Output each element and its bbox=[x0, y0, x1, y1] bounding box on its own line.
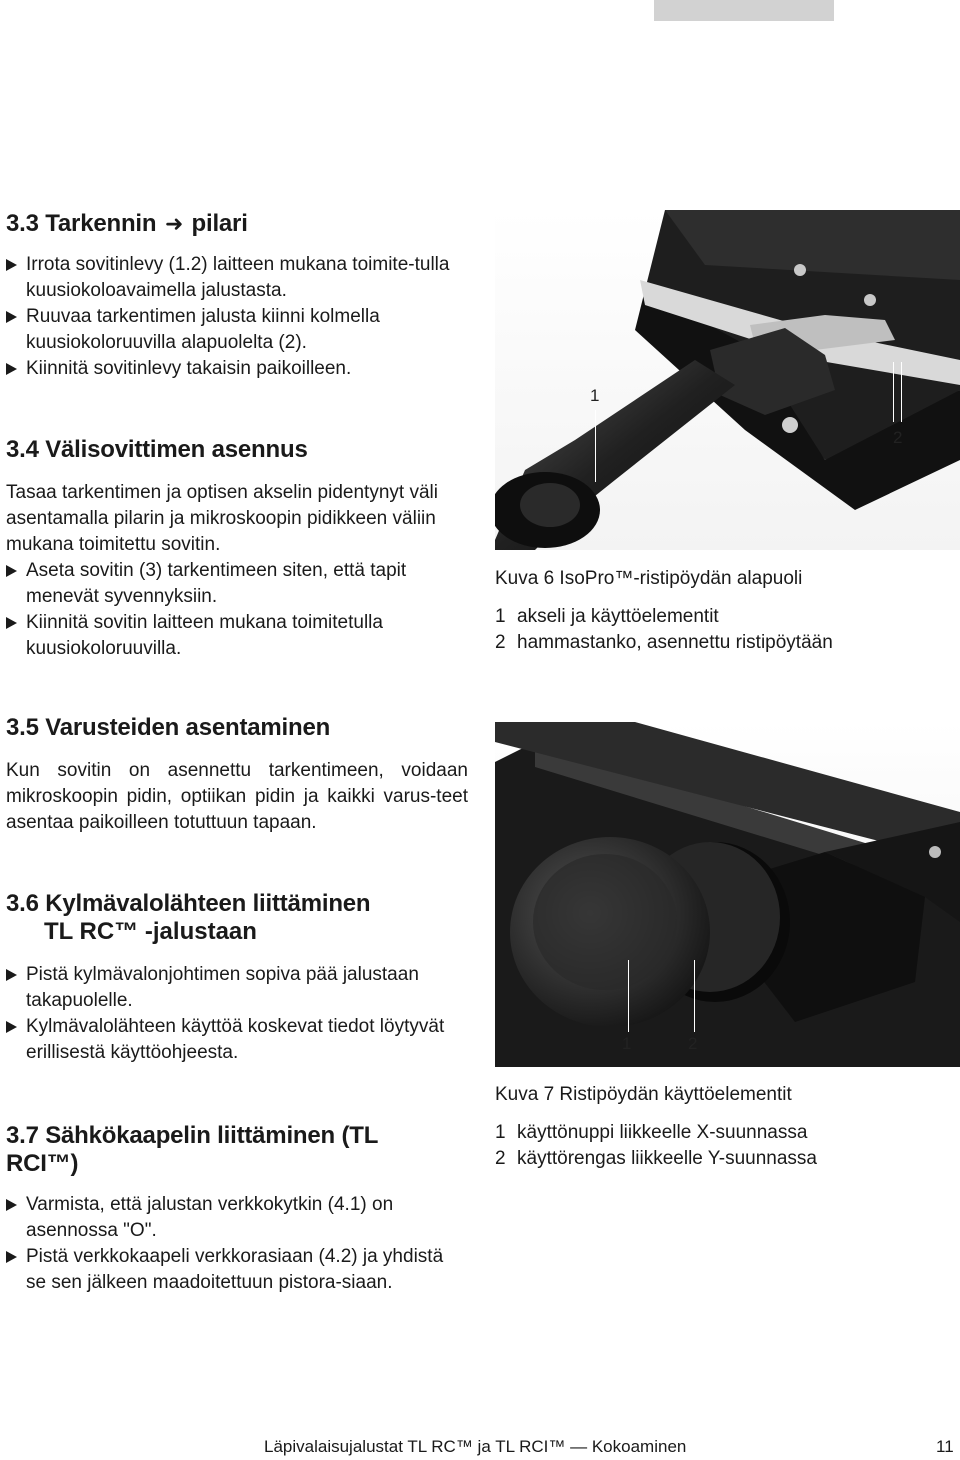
arrow-icon: ➜ bbox=[164, 211, 184, 236]
callout-1-leader-line bbox=[628, 960, 629, 1032]
list-item-text: Ruuvaa tarkentimen jalusta kiinni kolmella kuusiokoloruuvilla alapuolelta (2). bbox=[26, 306, 380, 353]
figure-7-callout-1: 1 bbox=[622, 1034, 632, 1053]
bullet-triangle-icon bbox=[6, 1199, 17, 1211]
legend-text: käyttörengas liikkeelle Y-suunnassa bbox=[517, 1148, 817, 1169]
figure-6-photo bbox=[495, 210, 960, 550]
page-corner-tab bbox=[654, 0, 834, 21]
callout-2-leader-line bbox=[893, 362, 894, 422]
list-item-text: Irrota sovitinlevy (1.2) laitteen mukana toimite-tulla kuusiokoloavaimella jalustasta. bbox=[26, 254, 450, 301]
section-3-4 bbox=[6, 436, 476, 662]
list-item bbox=[6, 1014, 476, 1066]
section-3-3-title bbox=[6, 210, 476, 238]
section-3-4-steps bbox=[6, 558, 476, 662]
figure-7-legend-item bbox=[495, 1120, 935, 1146]
page-number: 11 bbox=[936, 1437, 954, 1456]
section-3-7 bbox=[6, 1122, 456, 1296]
legend-number: 2 bbox=[495, 1148, 506, 1169]
section-3-6-subtitle: TL RC™ -jalustaan bbox=[44, 918, 257, 945]
section-3-5-title: 3.5 Varusteiden asentaminen bbox=[6, 714, 331, 741]
callout-2-leader-line bbox=[694, 960, 695, 1032]
cross-stage-controls-image bbox=[495, 722, 960, 1067]
section-3-6-title: 3.6 Kylmävalolähteen liittäminen bbox=[6, 890, 371, 917]
section-3-5 bbox=[6, 714, 468, 836]
section-3-4-paragraph: Tasaa tarkentimen ja optisen akselin pidentynyt väli asentamalla pilarin ja mikroskoopin pidikkeen väliin mukana toimitettu sovitin. bbox=[6, 482, 438, 555]
figure-7-callout-2: 2 bbox=[688, 1034, 698, 1053]
bullet-triangle-icon bbox=[6, 617, 17, 629]
section-3-5-paragraph: Kun sovitin on asennettu tarkentimeen, voidaan mikroskoopin pidin, optiikan pidin ja kaikki varus-teet asentaa paikoilleen totuttuun tapaan. bbox=[6, 760, 468, 833]
section-3-3-title-part1: 3.3 Tarkennin bbox=[6, 210, 157, 237]
section-3-3 bbox=[6, 210, 476, 382]
figure-6-callout-1: 1 bbox=[590, 386, 600, 405]
bullet-triangle-icon bbox=[6, 259, 17, 271]
legend-number: 1 bbox=[495, 606, 506, 627]
list-item-text: Pistä kylmävalonjohtimen sopiva pää jalustaan takapuolelle. bbox=[26, 964, 419, 1011]
figure-7-caption bbox=[495, 1082, 935, 1172]
section-3-6-steps bbox=[6, 962, 476, 1066]
legend-text: käyttönuppi liikkeelle X-suunnassa bbox=[517, 1122, 808, 1143]
bullet-triangle-icon bbox=[6, 1021, 17, 1033]
figure-6-callout-2: 2 bbox=[893, 428, 903, 447]
footer-title: Läpivalaisujalustat TL RC™ ja TL RCI™ — Kokoaminen bbox=[264, 1437, 687, 1456]
list-item bbox=[6, 252, 476, 304]
cross-stage-underside-image bbox=[495, 210, 960, 550]
list-item bbox=[6, 356, 476, 382]
list-item-text: Aseta sovitin (3) tarkentimeen siten, että tapit menevät syvennyksiin. bbox=[26, 560, 407, 607]
list-item bbox=[6, 962, 476, 1014]
legend-text: hammastanko, asennettu ristipöytään bbox=[517, 632, 833, 653]
figure-6-caption bbox=[495, 566, 935, 656]
list-item bbox=[6, 304, 476, 356]
list-item bbox=[6, 610, 476, 662]
list-item-text: Pistä verkkokaapeli verkkorasiaan (4.2) ja yhdistä se sen jälkeen maadoitettuun pistora-siaan. bbox=[26, 1246, 444, 1293]
section-3-7-title: 3.7 Sähkökaapelin liittäminen (TL RCI™) bbox=[6, 1122, 378, 1177]
legend-number: 2 bbox=[495, 632, 506, 653]
list-item bbox=[6, 1244, 456, 1296]
list-item-text: Kiinnitä sovitinlevy takaisin paikoilleen. bbox=[26, 358, 352, 379]
callout-2-leader-line bbox=[901, 362, 902, 422]
list-item-text: Kylmävalolähteen käyttöä koskevat tiedot löytyvät erillisestä käyttöohjeesta. bbox=[26, 1016, 445, 1063]
legend-text: akseli ja käyttöelementit bbox=[517, 606, 719, 627]
bullet-triangle-icon bbox=[6, 311, 17, 323]
bullet-triangle-icon bbox=[6, 969, 17, 981]
legend-number: 1 bbox=[495, 1122, 506, 1143]
figure-7-legend-item bbox=[495, 1146, 935, 1172]
figure-6-legend-item bbox=[495, 630, 935, 656]
section-3-7-steps bbox=[6, 1192, 456, 1296]
section-3-6 bbox=[6, 890, 476, 1066]
figure-7-caption-title: Kuva 7 Ristipöydän käyttöelementit bbox=[495, 1084, 792, 1105]
bullet-triangle-icon bbox=[6, 363, 17, 375]
list-item-text: Kiinnitä sovitin laitteen mukana toimitetulla kuusiokoloruuvilla. bbox=[26, 612, 383, 659]
callout-1-leader-line bbox=[595, 410, 596, 482]
section-3-3-title-part2: pilari bbox=[191, 210, 248, 237]
figure-6-legend-item bbox=[495, 604, 935, 630]
section-3-3-steps bbox=[6, 252, 476, 382]
section-3-4-title: 3.4 Välisovittimen asennus bbox=[6, 436, 308, 463]
bullet-triangle-icon bbox=[6, 565, 17, 577]
figure-6-caption-title: Kuva 6 IsoPro™-ristipöydän alapuoli bbox=[495, 568, 803, 589]
figure-7-photo bbox=[495, 722, 960, 1067]
list-item bbox=[6, 1192, 456, 1244]
bullet-triangle-icon bbox=[6, 1251, 17, 1263]
list-item-text: Varmista, että jalustan verkkokytkin (4.1) on asennossa "O". bbox=[26, 1194, 394, 1241]
list-item bbox=[6, 558, 476, 610]
